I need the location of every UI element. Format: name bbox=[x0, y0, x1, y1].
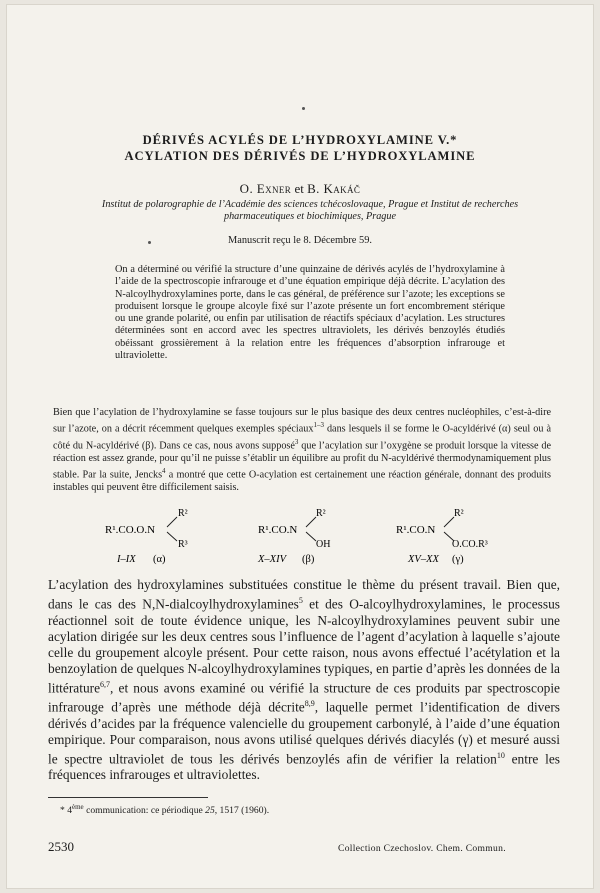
bond-down bbox=[306, 532, 316, 541]
author-1: O. Exner bbox=[239, 181, 292, 196]
intro-paragraph bbox=[53, 407, 551, 494]
bond-down bbox=[167, 532, 177, 541]
structure-alpha bbox=[105, 505, 225, 565]
structure-greek: (γ) bbox=[452, 554, 464, 565]
main-text: entre les fréquences infrarouges et ultraviolettes. bbox=[48, 751, 560, 783]
bond-up bbox=[444, 517, 454, 527]
structure-left-group: R¹.CO.N bbox=[258, 524, 298, 536]
main-paragraph bbox=[48, 577, 560, 783]
abstract: On a déterminé ou vérifié la structure d’une quinzaine de dérivés acylés de l’hydroxylamine à l’aide de la spectroscopie infrarouge et d’une équation empirique déjà décrite. L’acylation des N-alcoylhydroxylamines porte, dans le cas général, de préférence sur l’azote; les exceptions se produisent lorsque le groupe alcoyle fixé sur l’azote présente un fort encombrement stérique ou une grande polarité, ou enfin par utilisation de réactifs spéciaux d’acylation. Les structures déterminées sont en accord avec les spectres ultraviolets, les dérivés benzoylés étudiés obéissant grossièrement à la relation entre les fréquences d’absorption infrarouge et ultraviolette. bbox=[115, 264, 505, 361]
footnote-rule bbox=[48, 797, 208, 798]
institution: Institut de polarographie de l’Académie des sciences tchécoslovaque, Prague et Institut de recherches pharmaceutiques et biochimiques, Prague bbox=[101, 199, 519, 222]
article-title-line-2: ACYLATION DES DÉRIVÉS DE L’HYDROXYLAMINE bbox=[124, 149, 476, 163]
footnote bbox=[60, 803, 269, 816]
structure-bottom-group: R³ bbox=[178, 539, 188, 550]
bond-up bbox=[167, 517, 177, 527]
structure-left-group: R¹.CO.O.N bbox=[105, 524, 156, 536]
ref-superscript: 5 bbox=[298, 596, 303, 606]
ref-superscript: 8,9 bbox=[304, 699, 315, 709]
author-2: B. Kakáč bbox=[307, 181, 361, 196]
footnote-volume: 25 bbox=[205, 805, 215, 817]
footnote-mark: * 4 bbox=[60, 805, 72, 817]
structure-beta-drawing bbox=[258, 505, 378, 565]
structure-alpha-drawing bbox=[105, 505, 225, 565]
structure-top-group: R² bbox=[316, 508, 326, 519]
intro-text: dans lesquels il se forme le O-acyldérivé (α) seul ou à côté du N-acyldérivé (β). Dans ce cas, nous avons supposé bbox=[53, 423, 551, 452]
speck-mark bbox=[302, 107, 305, 110]
structure-top-group: R² bbox=[178, 508, 188, 519]
ref-superscript: 1–3 bbox=[313, 421, 324, 430]
received-date: Manuscrit reçu le 8. Décembre 59. bbox=[228, 235, 372, 246]
structure-bottom-group: O.CO.R³ bbox=[452, 539, 488, 550]
footnote-text: communication: ce périodique bbox=[83, 805, 206, 817]
intro-text: que l’acylation sur l’oxygène se produit lorsque la vitesse de réaction est assez grande, pour qu’il ne puisse s’établir un équilibre au profit du N-acyldérivé thermodynamiquement plus stable. Par la suite, Jencks bbox=[53, 440, 551, 481]
main-text: , et nous avons examiné ou vérifié la structure de ces produits par spectroscopie infrarouge d’après une méthode déjà décrite bbox=[48, 680, 560, 715]
ref-superscript: 3 bbox=[294, 437, 299, 446]
ref-superscript: 4 bbox=[162, 466, 166, 475]
intro-text: a montré que cette O-acylation est certainement une réaction générale, donnant des produits instables qui peuvent être difficilement saisis. bbox=[53, 469, 551, 493]
structure-top-group: R² bbox=[454, 508, 464, 519]
article-title-line-1: DÉRIVÉS ACYLÉS DE L’HYDROXYLAMINE V.* bbox=[142, 133, 458, 147]
intro-text: Bien que l’acylation de l’hydroxylamine se fasse toujours sur le plus basique des deux centres nucléophiles, c’est-à-dire sur l’azote, on a décrit récemment quelques exemples spéciaux bbox=[53, 407, 551, 435]
ref-superscript: 6,7 bbox=[100, 679, 111, 689]
structure-bottom-group: OH bbox=[316, 539, 331, 550]
structure-label: X–XIV bbox=[258, 554, 286, 565]
ref-superscript: 10 bbox=[496, 750, 505, 760]
main-text: L’acylation des hydroxylamines substituées constitue le thème du présent travail. Bien que, dans le cas des N,N-dialcoylhydroxylamines bbox=[48, 577, 560, 612]
footnote-text: , 1517 (1960). bbox=[214, 805, 270, 817]
structure-label: I–IX bbox=[117, 554, 136, 565]
structure-label: XV–XX bbox=[408, 554, 439, 565]
structure-greek: (β) bbox=[302, 554, 315, 565]
main-text: , laquelle permet l’identification de divers dérivés d’acides par la fréquence valencielle du groupement carbonylé, à l’aide d’une équation empirique. Pour comparaison, nous avons utilisé quelques dérivés diacylés (γ) et mesuré aussi le spectre ultraviolet de tous les dérivés benzoylés afin de vérifier la relation bbox=[48, 699, 560, 767]
journal-name: Collection Czechoslov. Chem. Commun. bbox=[338, 843, 506, 854]
page-number: 2530 bbox=[48, 839, 74, 854]
author-separator: et bbox=[291, 181, 308, 196]
structure-left-group: R¹.CO.N bbox=[396, 524, 436, 536]
structure-greek: (α) bbox=[153, 554, 166, 565]
structure-gamma bbox=[396, 505, 536, 565]
main-text: et des O-alcoylhydroxylamines, le processus réactionnel soit de toute évidence unique, les N-alcoylhydroxylamines peuvent subir une acylation dirigée sur les deux centres sous l’influence de l’agent d’acylation à laquelle s’ajoute celle du groupement alcoyle présent. Pour cette raison, nous avons effectué l’acétylation et la benzoylation de quelques N-alcoylhydroxylamines typiques, en partie d’après les données de la littérature bbox=[48, 596, 560, 696]
authors bbox=[0, 181, 600, 197]
structure-gamma-drawing bbox=[396, 505, 536, 565]
structure-beta bbox=[258, 505, 378, 565]
bond-up bbox=[306, 517, 316, 527]
footnote-sup: ème bbox=[72, 803, 84, 811]
